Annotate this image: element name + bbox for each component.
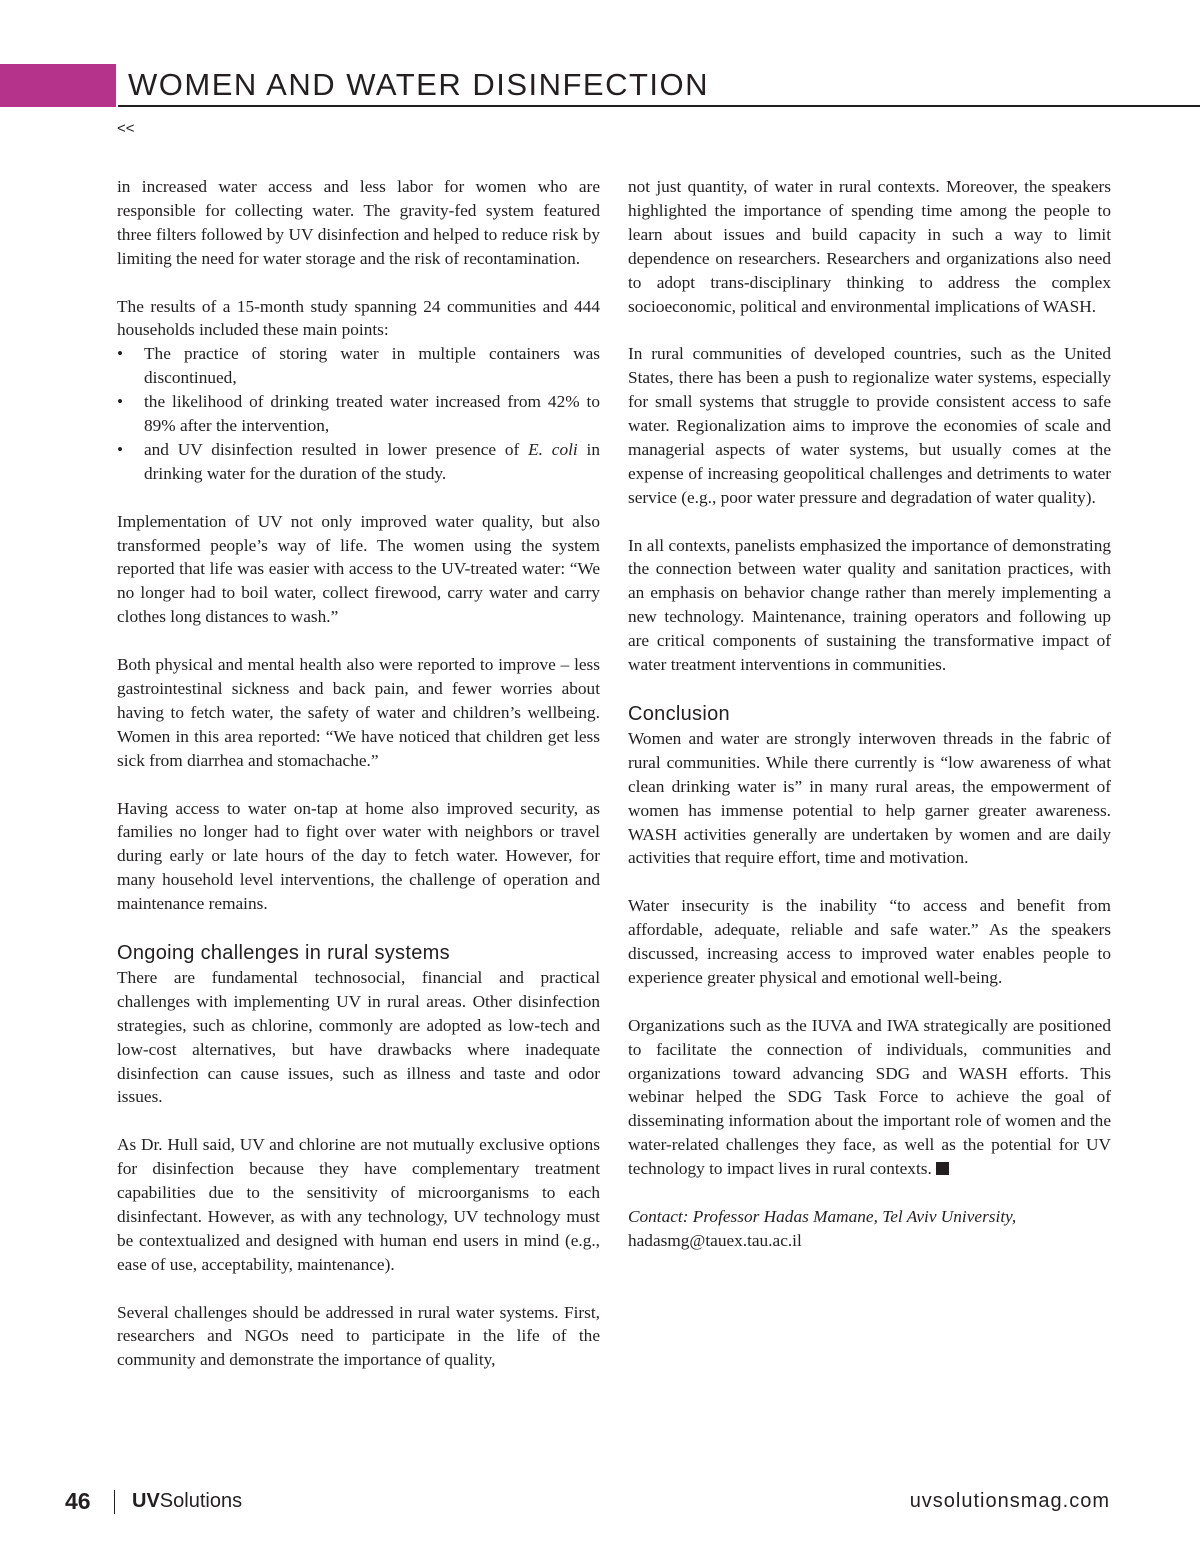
paragraph: In rural communities of developed countries, such as the United States, there has been a push to regionalize water systems, especially for small systems that struggle to provide consistent access to safe water. Regionalization aims to improve the economies of scale and managerial aspects of water systems, but usually comes at the expense of increasing geopolitical challenges and detriments to water service (e.g., poor water pressure and degradation of water quality).: [628, 344, 1111, 507]
left-column: [117, 175, 600, 1396]
site-url[interactable]: uvsolutionsmag.com: [909, 1490, 1110, 1512]
paragraph: in increased water access and less labor for women who are responsible for collecting water. The gravity-fed system featured three filters followed by UV disinfection and helped to reduce risk by limiting the need for water storage and the risk of recontamination.: [117, 177, 600, 268]
end-of-article-icon: [936, 1162, 949, 1175]
brand-bold: UV: [132, 1490, 160, 1512]
header-rule: [118, 105, 1200, 107]
back-link[interactable]: <<: [117, 120, 135, 137]
contact-label: Contact: Professor Hadas Mamane, Tel Aviv University,: [628, 1206, 1017, 1226]
list-item: • the likelihood of drinking treated water increased from 42% to 89% after the intervention,: [117, 390, 600, 438]
header-accent-bar: [0, 64, 116, 107]
section-title: WOMEN AND WATER DISINFECTION: [128, 67, 710, 102]
contact-email[interactable]: hadasmg@tauex.tau.ac.il: [628, 1230, 802, 1250]
paragraph: not just quantity, of water in rural contexts. Moreover, the speakers highlighted the importance of spending time among the people to learn about issues and build capacity in such a way to limit dependence on researchers. Researchers and organizations also need to adopt trans-disciplinary thinking to address the complex socioeconomic, political and environmental implications of WASH.: [628, 177, 1111, 316]
paragraph: [628, 1014, 1111, 1181]
contact: [628, 1205, 1111, 1253]
right-column: [628, 175, 1111, 1277]
paragraph: Water insecurity is the inability “to access and benefit from affordable, adequate, reliable and safe water.” As the speakers discussed, increasing access to improved water enables people to experience greater physical and emotional well-being.: [628, 896, 1111, 987]
page-footer: [65, 1488, 1110, 1518]
brand-logo: [132, 1490, 242, 1513]
page-number: 46: [65, 1488, 91, 1514]
paragraph: Several challenges should be addressed in rural water systems. First, researchers and NGOs need to participate in the life of the community and demonstrate the importance of quality,: [117, 1302, 600, 1370]
list-item: [117, 438, 600, 486]
section-heading: Conclusion: [628, 702, 730, 725]
brand-rest: Solutions: [159, 1490, 243, 1512]
paragraph: Women and water are strongly interwoven threads in the fabric of rural communities. While there currently is “low awareness of what clean drinking water is” in many rural areas, the empowerment of women has immense potential to help garner greater awareness. WASH activities generally are undertaken by women and are daily activities that require effort, time and motivation.: [628, 728, 1111, 868]
paragraph: The results of a 15-month study spanning 24 communities and 444 households included these main points:: [117, 296, 600, 340]
list-item-text: and UV disinfection resulted in lower presence of: [144, 439, 529, 459]
paragraph: There are fundamental technosocial, financial and practical challenges with implementing UV in rural areas. Other disinfection strategies, such as chlorine, commonly are adopted as low-tech and low-cost alternatives, but have drawbacks where inadequate disinfection can cause issues, such as illness and taste and odor issues.: [117, 967, 600, 1107]
paragraph: In all contexts, panelists emphasized the importance of demonstrating the connection between water quality and sanitation practices, with an emphasis on behavior change rather than merely implementing a new technology. Maintenance, training operators and following up are critical components of sustaining the transformative impact of water treatment interventions in communities.: [628, 535, 1111, 675]
list-item-text: in drinking water for the duration of the study.: [144, 439, 600, 483]
section-heading: Ongoing challenges in rural systems: [117, 941, 450, 964]
list-item: • The practice of storing water in multiple containers was discontinued,: [117, 342, 600, 390]
paragraph: Implementation of UV not only improved water quality, but also transformed people’s way of life. The women using the system reported that life was easier with access to the UV-treated water: “We no longer had to boil water, collect firewood, carry water and carry clothes long distances to wash.”: [117, 511, 600, 627]
paragraph-text: Organizations such as the IUVA and IWA strategically are positioned to facilitate the connection of individuals, communities and organizations toward advancing SDG and WASH efforts. This webinar helped the SDG Task Force to achieve the goal of disseminating information about the important role of women and the water-related challenges they face, as well as the potential for UV technology to impact lives in rural contexts.: [628, 1015, 1111, 1179]
paragraph: As Dr. Hull said, UV and chlorine are not mutually exclusive options for disinfection because they have complementary treatment capabilities due to the sensitivity of microorganisms to each disinfectant. However, as with any technology, UV technology must be contextualized and designed with human end users in mind (e.g., ease of use, acceptability, maintenance).: [117, 1135, 600, 1274]
results-list: [117, 342, 600, 485]
species-name: E. coli: [528, 439, 578, 459]
paragraph: Both physical and mental health also were reported to improve – less gastrointestinal sickness and back pain, and fewer worries about having to fetch water, the safety of water and children’s wellbeing. Women in this area reported: “We have noticed that children get less sick from diarrhea and stomachache.”: [117, 655, 600, 770]
paragraph: Having access to water on-tap at home also improved security, as families no longer had to fight over water with neighbors or travel during early or late hours of the day to fetch water. However, for many household level interventions, the challenge of operation and maintenance remains.: [117, 798, 600, 914]
footer-divider: [114, 1490, 115, 1514]
